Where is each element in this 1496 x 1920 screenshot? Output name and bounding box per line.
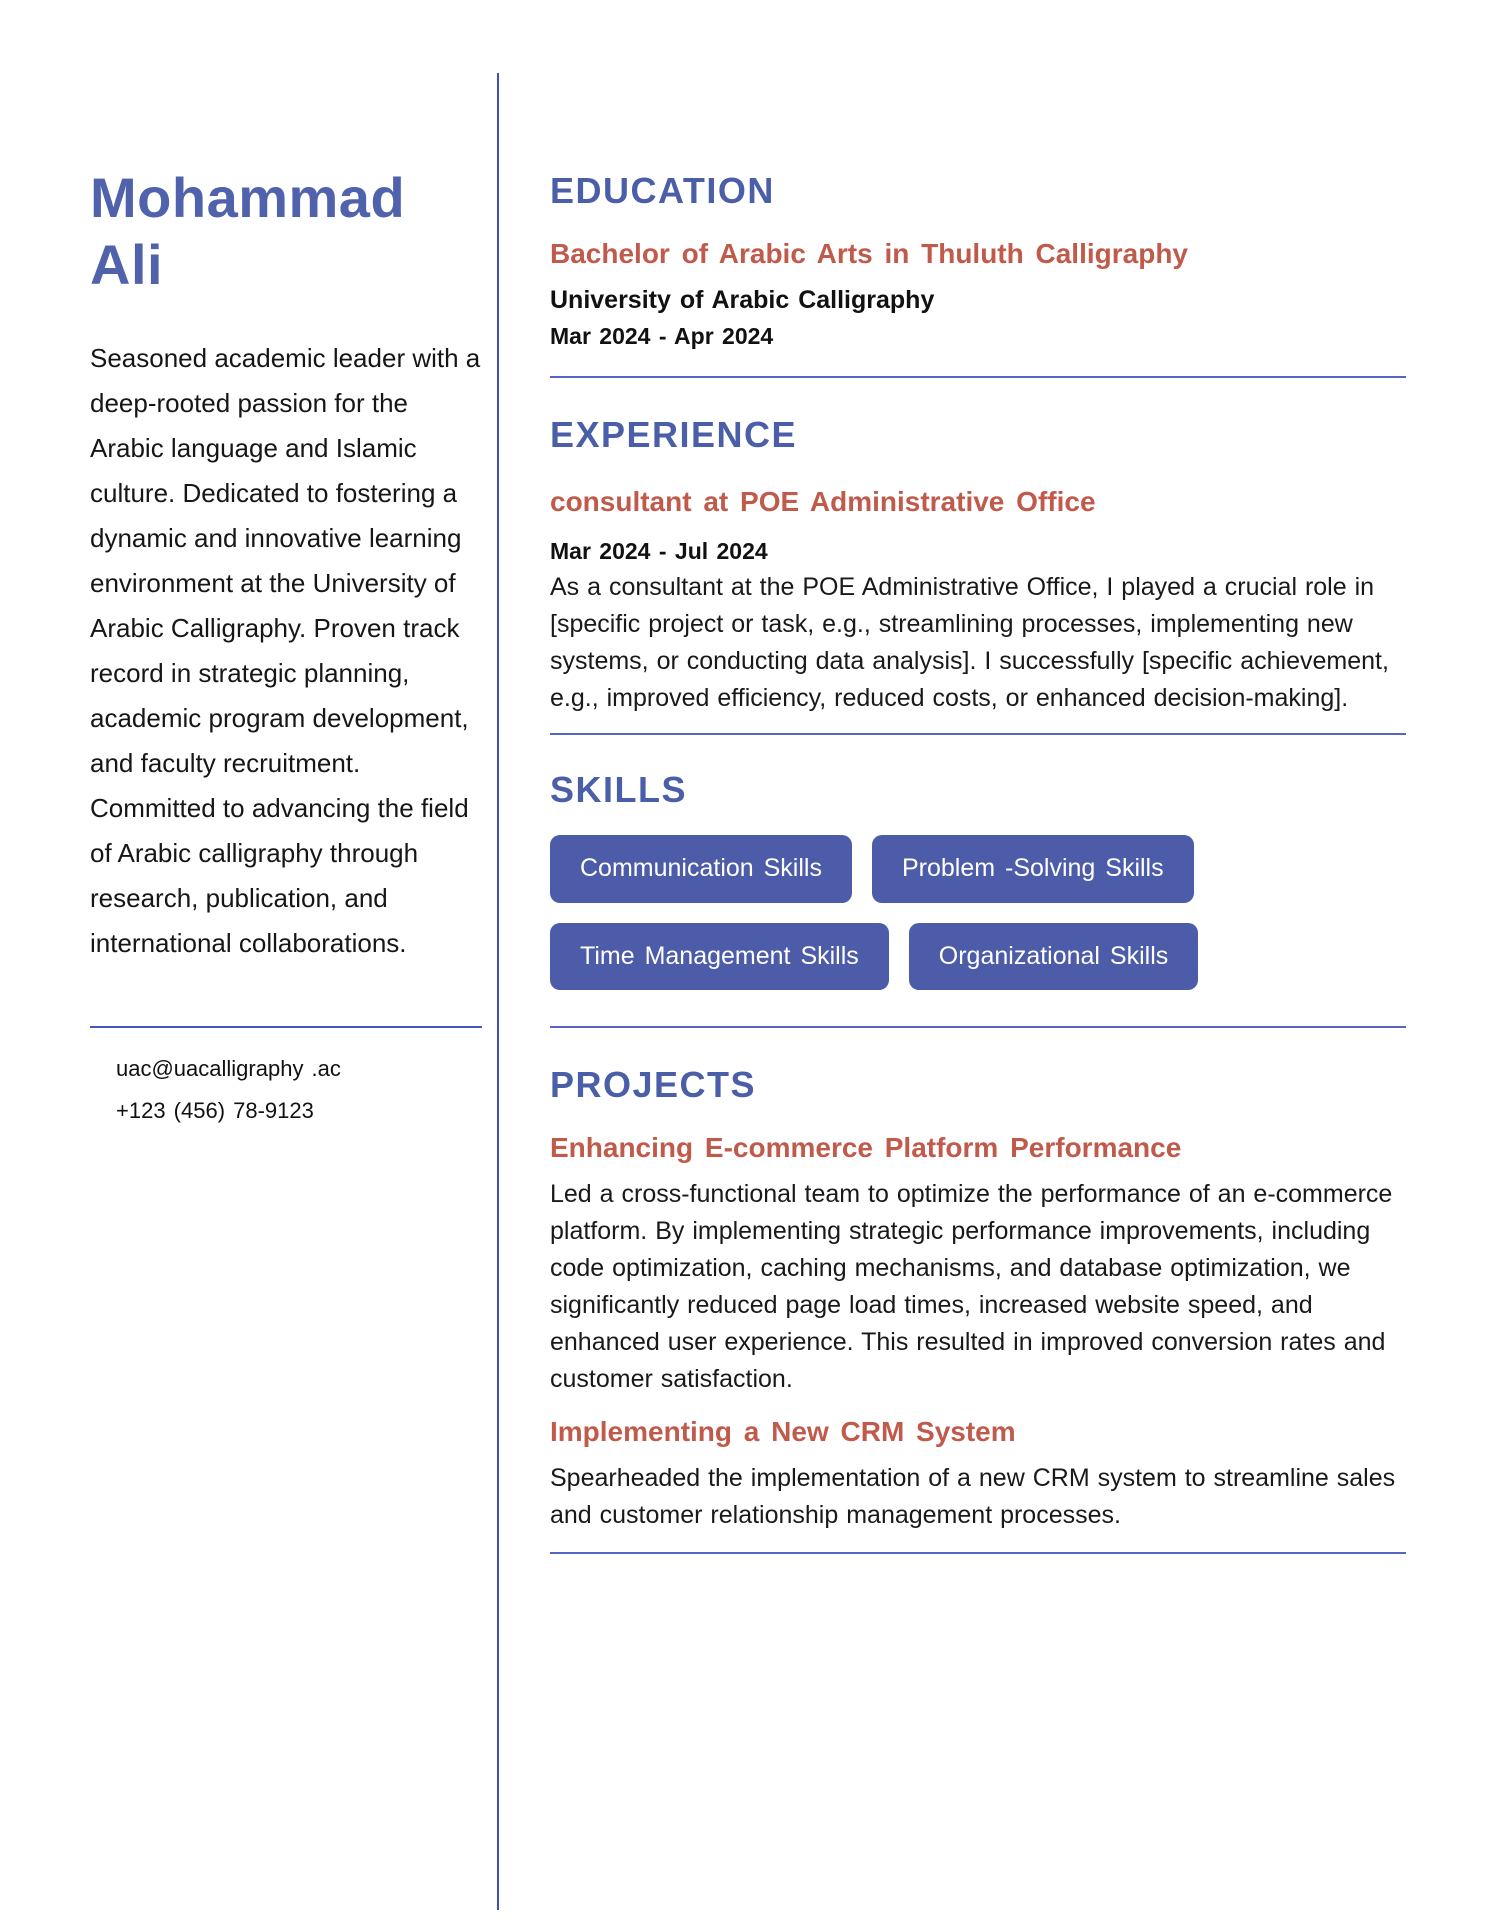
section-divider [550, 376, 1406, 378]
project-title: Enhancing E-commerce Platform Performance [550, 1132, 1182, 1163]
section-heading-experience: EXPERIENCE [550, 414, 798, 455]
sidebar [90, 0, 482, 1132]
phone-text: +123 (456) 78-9123 [116, 1098, 314, 1124]
education-school-name: University of Arabic Calligraphy [550, 286, 935, 314]
education-dates: Mar 2024 - Apr 2024 [550, 323, 774, 349]
section-divider [550, 1552, 1406, 1554]
education-degree-title: Bachelor of Arabic Arts in Thuluth Calligraphy [550, 238, 1188, 269]
skill-chip: Communication Skills [550, 835, 852, 903]
main-column [550, 0, 1406, 1562]
section-heading-education: EDUCATION [550, 170, 775, 211]
section-heading-skills: SKILLS [550, 769, 688, 810]
profile-summary: Seasoned academic leader with a deep-rooted passion for the Arabic language and Islamic culture. Dedicated to fostering a dynamic and innovative learning environment at the University of Arabic Calligraphy. Proven track record in strategic planning, academic program development, and faculty recruitment. Committed to advancing the field of Arabic calligraphy through research, publication, and international collaborations. [90, 343, 481, 959]
skills-row [550, 835, 1406, 903]
person-name: Mohammad Ali [90, 166, 406, 297]
experience-job-title: consultant at POE Administrative Office [550, 486, 1096, 517]
contact-block [90, 1048, 482, 1132]
email-text: uac@uacalligraphy .ac [116, 1056, 341, 1082]
skills-row [550, 923, 1406, 991]
project-description: Spearheaded the implementation of a new CRM system to streamline sales and customer relationship management processes. [550, 1464, 1396, 1529]
skill-chip: Problem -Solving Skills [872, 835, 1194, 903]
section-divider [550, 733, 1406, 735]
skill-chip: Organizational Skills [909, 923, 1199, 991]
contact-divider [90, 1026, 482, 1028]
experience-description: As a consultant at the POE Administrative Office, I played a crucial role in [specific project or task, e.g., streamlining processes, implementing new systems, or conducting data analysis]. I successfully [specific achievement, e.g., improved efficiency, reduced costs, or enhanced decision-making]. [550, 573, 1389, 712]
section-heading-projects: PROJECTS [550, 1064, 757, 1105]
section-divider [550, 1026, 1406, 1028]
project-description: Led a cross-functional team to optimize the performance of an e-commerce platform. By implementing strategic performance improvements, including code optimization, caching mechanisms, and database optimization, we significantly reduced page load times, increased website speed, and enhanced user experience. This resulted in improved conversion rates and customer satisfaction. [550, 1180, 1393, 1393]
skill-chip: Time Management Skills [550, 923, 889, 991]
column-divider [497, 73, 499, 1910]
experience-dates: Mar 2024 - Jul 2024 [550, 538, 768, 564]
project-title: Implementing a New CRM System [550, 1416, 1016, 1447]
